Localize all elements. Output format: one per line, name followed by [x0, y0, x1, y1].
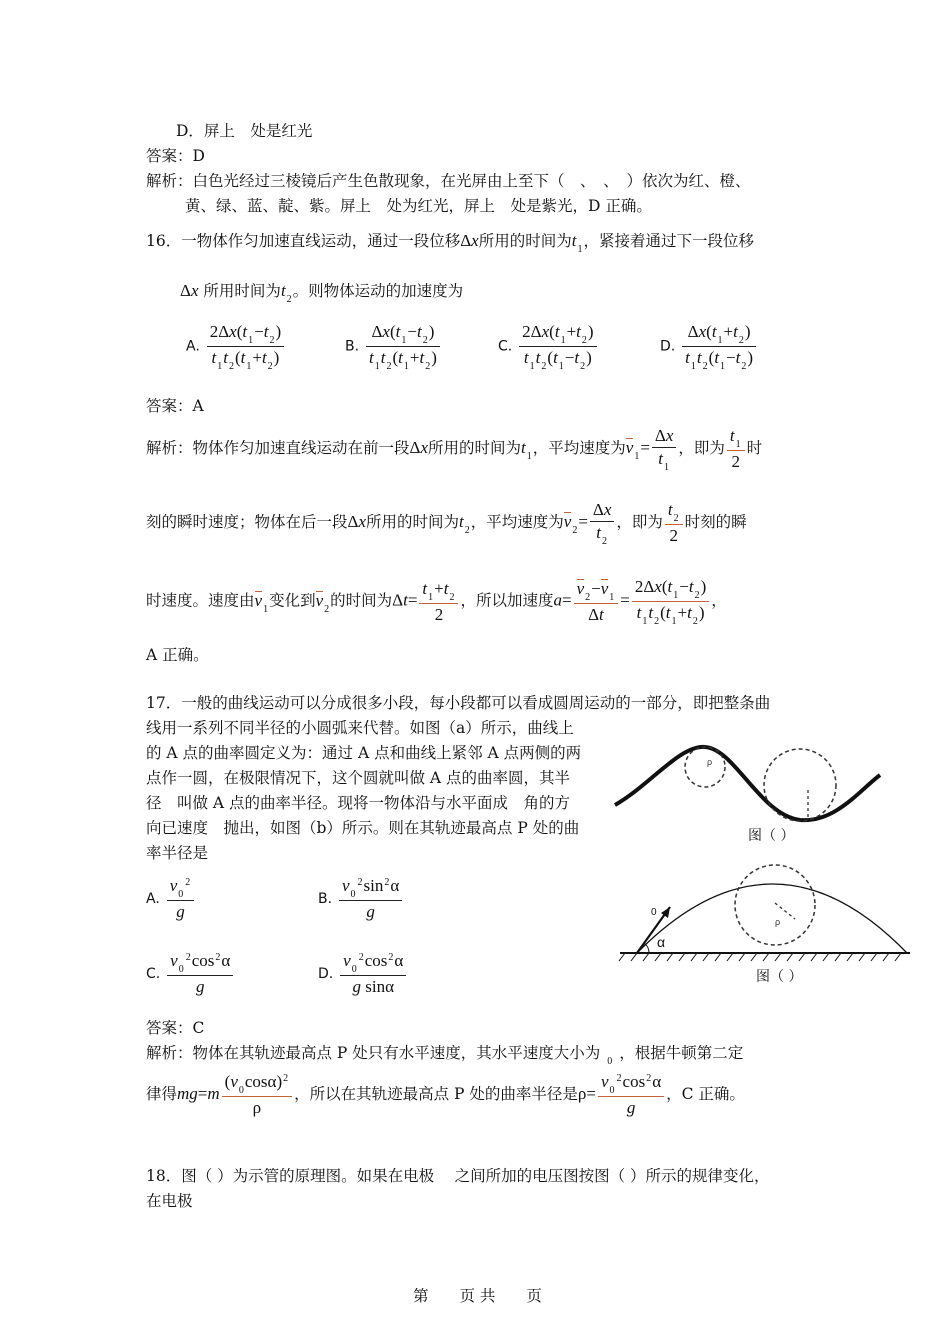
q18-line2: 在电极 [146, 1192, 193, 1210]
trajectory-curve [637, 884, 907, 953]
q16-analysis-line3: 时速度。速度由$v_1$变化到$v_2$的时间为Δt= $\frac{t_1+t_2}{2}$ ，所以加速度a= $\frac{v_2-v_1}{\Delta t}$ = $\frac{2\Delta x(t_1-t_2)}{t_1t_2(t_1+t_2)}$ ， [146, 577, 727, 627]
page-footer: 第 页 共 页 [413, 1287, 542, 1305]
q17-line7: 率半径是 [146, 844, 209, 862]
q16-analysis-line1: 解析：物体作匀加速直线运动在前一段Δx所用的时间为$t_1$，平均速度为$v_1=$ $\frac{\Delta x}{t_1}$ ，即为 $\frac{t_1}{2}$ 时 [146, 426, 763, 473]
q16-analysis-line4: A 正确。 [146, 646, 209, 664]
q16-line2: Δx 所用时间为$t_2$。则物体运动的加速度为 [180, 281, 464, 305]
q17-option-c: C. $\frac{v_0^2\cos^2\alpha}{g}$ [146, 951, 235, 997]
q16-line1: 16．一物体作匀加速直线运动，通过一段位移Δx所用的时间为$t_1$，紧接着通过下一段位移 [146, 231, 754, 255]
figure-b-projectile-diagram [615, 855, 915, 967]
q17-line6: 向已速度 抛出，如图（b）所示。则在其轨迹最高点 P 处的曲 [146, 819, 580, 837]
q17-analysis-line1: 解析：物体在其轨迹最高点 P 处只有水平速度，其水平速度大小为 $_0$ ，根据牛顿第二定 [146, 1044, 744, 1067]
q17-option-b: B. $\frac{v_0^2\sin^2\alpha}{g}$ [318, 876, 404, 922]
curvature-circle-at-p [735, 865, 815, 945]
rho-label-b: ρ [775, 917, 781, 927]
analysis-15-line1: 解析：白色光经过三棱镜后产生色散现象，在光屏由上至下（ 、 、 ）依次为红、橙、 [146, 172, 751, 190]
figure-b-caption: 图（ ） [756, 969, 803, 985]
q17-line5: 径 叫做 A 点的曲率半径。现将一物体沿与水平面成 角的方 [146, 794, 571, 812]
q17-option-a: A. $\frac{v_0^2}{g}$ [146, 876, 196, 922]
figure-a-caption: 图（ ） [748, 828, 795, 844]
q16-option-b: B. $\frac{\Delta x(t_1-t_2)}{t_1t_2(t_1+t_2)}$ [345, 322, 442, 371]
q17-line3: 的 A 点的曲率圆定义为：通过 A 点和曲线上紧邻 A 点两侧的两 [146, 744, 582, 762]
q16-option-c: C. $\frac{2\Delta x(t_1+t_2)}{t_1t_2(t_1-t_2)}$ [498, 322, 599, 371]
v0-label: 0 [651, 907, 657, 918]
large-curvature-circle [764, 749, 836, 821]
answer-16: 答案：A [146, 397, 204, 415]
curve-sine [615, 747, 880, 820]
q16-option-d: D. $\frac{\Delta x(t_1+t_2)}{t_1t_2(t_1-t_2)}$ [660, 322, 758, 371]
q17-line2: 线用一系列不同半径的小圆弧来代替。如图（a）所示，曲线上 [146, 719, 574, 737]
option-d-text: D．屏上 处是红光 [176, 122, 313, 140]
q17-line1: 17．一般的曲线运动可以分成很多小段，每小段都可以看成圆周运动的一部分，即把整条曲 [146, 694, 771, 712]
rho-label-a: ρ [707, 757, 713, 767]
q17-analysis-line2: 律得mg=m $\frac{(v_0\cos\alpha)^2}{\rho}$ ，所以在其轨迹最高点 P 处的曲率半径是ρ= $\frac{v_0^2\cos^2\alpha}{g}$ ，C 正确。 [146, 1072, 745, 1117]
answer-17: 答案：C [146, 1019, 205, 1037]
q16-analysis-line2: 刻的瞬时速度；物体在后一段Δx所用的时间为$t_2$，平均速度为$v_2=$ $\frac{\Delta x}{t_2}$ ，即为 $\frac{t_2}{2}$ 时刻的瞬 [146, 500, 747, 547]
q17-line4: 点作一圆，在极限情况下，这个圆就叫做 A 点的曲率圆，其半 [146, 769, 571, 787]
q18-line1: 18．图（ ）为示管的原理图。如果在电极 之间所加的电压图按图（ ）所示的规律变化， [146, 1167, 770, 1185]
answer-15: 答案：D [146, 147, 205, 165]
alpha-label: α [657, 934, 666, 950]
q17-option-d: D. $\frac{v_0^2\cos^2\alpha}{\text{g sinα}}$ [318, 951, 408, 997]
q16-option-a: A. $\frac{2\Delta x(t_1-t_2)}{t_1t_2(t_1+t_2)}$ [186, 322, 286, 371]
analysis-15-line2: 黄、绿、蓝、靛、紫。屏上 处为红光，屏上 处是紫光，D 正确。 [185, 197, 652, 215]
